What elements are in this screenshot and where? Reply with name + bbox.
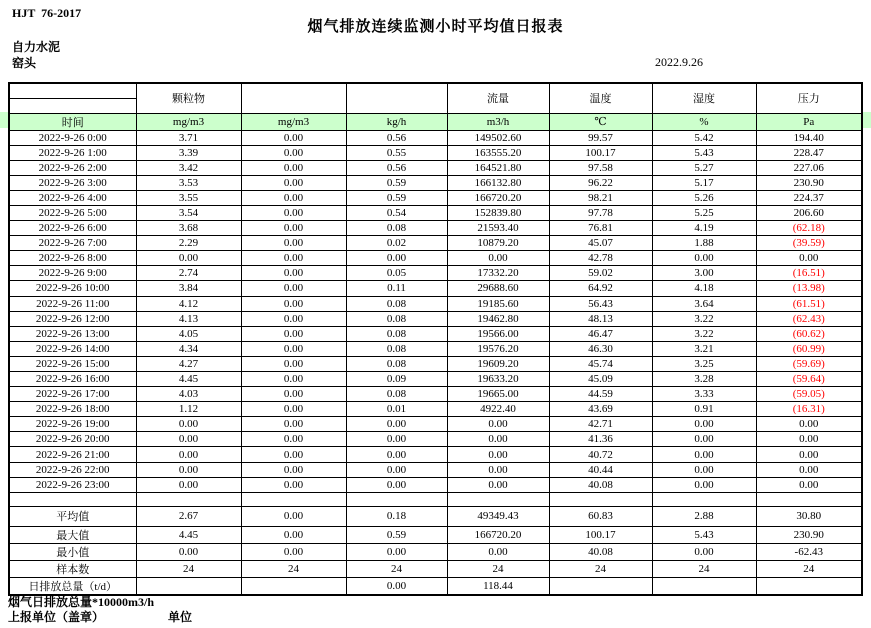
empty-cell — [447, 492, 549, 506]
value-cell: 0.00 — [652, 432, 756, 447]
unit-header-cell: ℃ — [549, 113, 652, 130]
value-cell: (59.69) — [756, 356, 862, 371]
value-cell: 227.06 — [756, 160, 862, 175]
value-cell: 0.00 — [241, 311, 346, 326]
unit-header-cell: mg/m3 — [136, 113, 241, 130]
time-cell: 2022-9-26 8:00 — [9, 251, 136, 266]
empty-cell — [756, 492, 862, 506]
unit-header-cell: mg/m3 — [241, 113, 346, 130]
time-cell: 2022-9-26 3:00 — [9, 175, 136, 190]
value-cell: 0.00 — [241, 462, 346, 477]
summary-row — [9, 506, 862, 526]
value-cell: 3.00 — [652, 266, 756, 281]
value-cell: 228.47 — [756, 145, 862, 160]
value-cell: 4.27 — [136, 356, 241, 371]
value-cell: 0.00 — [241, 543, 346, 560]
summary-label: 样本数 — [9, 560, 136, 577]
value-cell: 0.00 — [447, 432, 549, 447]
report-table-body — [9, 83, 862, 595]
value-cell: 0.00 — [346, 543, 447, 560]
value-cell: 0.00 — [241, 372, 346, 387]
value-cell: 19665.00 — [447, 387, 549, 402]
value-cell: 2.29 — [136, 236, 241, 251]
group-header-cell — [346, 83, 447, 113]
value-cell: 24 — [136, 560, 241, 577]
empty-cell — [241, 492, 346, 506]
value-cell: 5.27 — [652, 160, 756, 175]
value-cell: 0.00 — [241, 175, 346, 190]
value-cell: 0.00 — [241, 205, 346, 220]
value-cell: (61.51) — [756, 296, 862, 311]
time-cell: 2022-9-26 2:00 — [9, 160, 136, 175]
group-header-cell — [9, 98, 136, 113]
value-cell: 42.78 — [549, 251, 652, 266]
value-cell: 3.54 — [136, 205, 241, 220]
report-date: 2022.9.26 — [655, 55, 703, 69]
unit-header-cell: m3/h — [447, 113, 549, 130]
value-cell: 0.59 — [346, 526, 447, 543]
empty-cell — [652, 492, 756, 506]
table-row — [9, 296, 862, 311]
value-cell: 3.55 — [136, 190, 241, 205]
table-row — [9, 281, 862, 296]
unit-header-time: 时间 — [9, 113, 136, 130]
value-cell: 96.22 — [549, 175, 652, 190]
value-cell: -62.43 — [756, 543, 862, 560]
value-cell: 17332.20 — [447, 266, 549, 281]
value-cell: 206.60 — [756, 205, 862, 220]
value-cell: 45.74 — [549, 356, 652, 371]
value-cell: 0.08 — [346, 356, 447, 371]
value-cell: 1.12 — [136, 402, 241, 417]
value-cell: 0.00 — [447, 447, 549, 462]
value-cell: 40.08 — [549, 543, 652, 560]
table-row — [9, 402, 862, 417]
value-cell: 42.71 — [549, 417, 652, 432]
value-cell: 0.91 — [652, 402, 756, 417]
value-cell: 0.00 — [241, 130, 346, 145]
value-cell: 0.00 — [447, 462, 549, 477]
value-cell: 3.39 — [136, 145, 241, 160]
value-cell: 21593.40 — [447, 221, 549, 236]
value-cell: 4922.40 — [447, 402, 549, 417]
value-cell: 0.00 — [136, 447, 241, 462]
value-cell: 230.90 — [756, 175, 862, 190]
time-cell: 2022-9-26 1:00 — [9, 145, 136, 160]
group-header-row — [9, 83, 862, 98]
value-cell: 4.13 — [136, 311, 241, 326]
value-cell: 3.28 — [652, 372, 756, 387]
table-row — [9, 190, 862, 205]
value-cell: 0.11 — [346, 281, 447, 296]
value-cell: 2.88 — [652, 506, 756, 526]
value-cell: 24 — [756, 560, 862, 577]
value-cell: 118.44 — [447, 577, 549, 595]
value-cell: 0.00 — [241, 281, 346, 296]
summary-label: 日排放总量（t/d） — [9, 577, 136, 595]
value-cell: 0.08 — [346, 326, 447, 341]
value-cell: 4.19 — [652, 221, 756, 236]
value-cell: 3.25 — [652, 356, 756, 371]
value-cell: 5.25 — [652, 205, 756, 220]
value-cell: 0.00 — [241, 447, 346, 462]
value-cell: 3.22 — [652, 311, 756, 326]
value-cell: (62.43) — [756, 311, 862, 326]
value-cell: (62.18) — [756, 221, 862, 236]
table-row — [9, 447, 862, 462]
value-cell: 40.44 — [549, 462, 652, 477]
value-cell: 4.45 — [136, 372, 241, 387]
summary-row — [9, 560, 862, 577]
unit-header-row — [9, 113, 862, 130]
group-header-cell-pressure: 压力 — [756, 83, 862, 113]
value-cell: 19566.00 — [447, 326, 549, 341]
value-cell: 98.21 — [549, 190, 652, 205]
report-table — [8, 82, 863, 596]
value-cell: (39.59) — [756, 236, 862, 251]
value-cell: 0.00 — [136, 543, 241, 560]
value-cell: 2.74 — [136, 266, 241, 281]
value-cell: 64.92 — [549, 281, 652, 296]
value-cell: 46.47 — [549, 326, 652, 341]
table-row — [9, 205, 862, 220]
value-cell: 0.00 — [241, 506, 346, 526]
table-row — [9, 266, 862, 281]
value-cell: 4.03 — [136, 387, 241, 402]
group-header-cell — [241, 83, 346, 113]
value-cell: 5.43 — [652, 145, 756, 160]
time-cell: 2022-9-26 19:00 — [9, 417, 136, 432]
value-cell: 59.02 — [549, 266, 652, 281]
value-cell: 99.57 — [549, 130, 652, 145]
value-cell: 0.00 — [756, 447, 862, 462]
table-row — [9, 326, 862, 341]
value-cell: 0.00 — [241, 326, 346, 341]
value-cell: 2.67 — [136, 506, 241, 526]
value-cell: 19462.80 — [447, 311, 549, 326]
standard-code: HJT 76-2017 — [12, 6, 82, 20]
value-cell: 0.08 — [346, 221, 447, 236]
table-row — [9, 356, 862, 371]
value-cell: 0.05 — [346, 266, 447, 281]
value-cell: 0.00 — [346, 477, 447, 492]
empty-row — [9, 492, 862, 506]
table-row — [9, 372, 862, 387]
value-cell: 0.08 — [346, 341, 447, 356]
value-cell: 4.45 — [136, 526, 241, 543]
footer-note: 烟气日排放总量*10000m3/h — [8, 595, 155, 609]
company-name: 自力水泥 — [12, 40, 61, 54]
table-row — [9, 160, 862, 175]
group-header-cell — [9, 83, 136, 98]
value-cell: 0.00 — [756, 432, 862, 447]
value-cell: 24 — [549, 560, 652, 577]
page-title: 烟气排放连续监测小时平均值日报表 — [307, 19, 564, 35]
value-cell: 166720.20 — [447, 526, 549, 543]
group-header-cell-humidity: 湿度 — [652, 83, 756, 113]
value-cell: 45.07 — [549, 236, 652, 251]
value-cell: 3.33 — [652, 387, 756, 402]
value-cell: 0.08 — [346, 387, 447, 402]
value-cell: 149502.60 — [447, 130, 549, 145]
value-cell: (13.98) — [756, 281, 862, 296]
value-cell: 0.54 — [346, 205, 447, 220]
value-cell: 194.40 — [756, 130, 862, 145]
value-cell: 0.00 — [241, 387, 346, 402]
value-cell: 224.37 — [756, 190, 862, 205]
value-cell: 0.59 — [346, 190, 447, 205]
value-cell: 0.00 — [447, 417, 549, 432]
value-cell: 0.00 — [241, 341, 346, 356]
table-row — [9, 175, 862, 190]
time-cell: 2022-9-26 23:00 — [9, 477, 136, 492]
group-header-cell-pm: 颗粒物 — [136, 83, 241, 113]
group-header-cell-temp: 温度 — [549, 83, 652, 113]
time-cell: 2022-9-26 14:00 — [9, 341, 136, 356]
value-cell: 3.42 — [136, 160, 241, 175]
value-cell: 163555.20 — [447, 145, 549, 160]
value-cell: 0.00 — [756, 417, 862, 432]
time-cell: 2022-9-26 22:00 — [9, 462, 136, 477]
value-cell: 0.00 — [346, 462, 447, 477]
value-cell: (59.05) — [756, 387, 862, 402]
value-cell: 0.00 — [241, 402, 346, 417]
value-cell: 97.78 — [549, 205, 652, 220]
value-cell: 0.00 — [241, 432, 346, 447]
value-cell: 40.72 — [549, 447, 652, 462]
value-cell — [756, 577, 862, 595]
time-cell: 2022-9-26 7:00 — [9, 236, 136, 251]
time-cell: 2022-9-26 16:00 — [9, 372, 136, 387]
table-row — [9, 311, 862, 326]
value-cell: 56.43 — [549, 296, 652, 311]
table-row — [9, 387, 862, 402]
time-cell: 2022-9-26 12:00 — [9, 311, 136, 326]
value-cell: 0.00 — [346, 577, 447, 595]
time-cell: 2022-9-26 4:00 — [9, 190, 136, 205]
value-cell: 0.00 — [447, 543, 549, 560]
value-cell: 3.71 — [136, 130, 241, 145]
value-cell: 49349.43 — [447, 506, 549, 526]
summary-label: 平均值 — [9, 506, 136, 526]
value-cell: 0.08 — [346, 311, 447, 326]
value-cell: 4.18 — [652, 281, 756, 296]
monitor-point: 窑头 — [12, 56, 37, 70]
value-cell: 0.00 — [652, 417, 756, 432]
summary-row — [9, 526, 862, 543]
value-cell: 19633.20 — [447, 372, 549, 387]
value-cell: 0.00 — [652, 447, 756, 462]
empty-cell — [136, 492, 241, 506]
time-cell: 2022-9-26 10:00 — [9, 281, 136, 296]
value-cell: 0.00 — [652, 462, 756, 477]
value-cell: 0.00 — [136, 462, 241, 477]
value-cell: 0.00 — [136, 432, 241, 447]
value-cell: 0.01 — [346, 402, 447, 417]
group-header-cell-flow: 流量 — [447, 83, 549, 113]
value-cell: 164521.80 — [447, 160, 549, 175]
value-cell: 0.56 — [346, 130, 447, 145]
value-cell: 0.00 — [241, 356, 346, 371]
time-cell: 2022-9-26 9:00 — [9, 266, 136, 281]
value-cell: 0.00 — [756, 251, 862, 266]
value-cell: 5.26 — [652, 190, 756, 205]
table-row — [9, 130, 862, 145]
value-cell: 48.13 — [549, 311, 652, 326]
summary-row — [9, 543, 862, 560]
value-cell: 0.00 — [241, 417, 346, 432]
value-cell: 100.17 — [549, 145, 652, 160]
value-cell: 0.00 — [756, 477, 862, 492]
value-cell: 0.00 — [241, 251, 346, 266]
value-cell: 0.00 — [346, 417, 447, 432]
time-cell: 2022-9-26 0:00 — [9, 130, 136, 145]
value-cell: (59.64) — [756, 372, 862, 387]
value-cell: 0.00 — [241, 266, 346, 281]
time-cell: 2022-9-26 6:00 — [9, 221, 136, 236]
value-cell: 230.90 — [756, 526, 862, 543]
table-row — [9, 417, 862, 432]
value-cell: 5.42 — [652, 130, 756, 145]
value-cell: 0.00 — [346, 432, 447, 447]
value-cell: 0.00 — [652, 251, 756, 266]
value-cell: 0.00 — [447, 251, 549, 266]
value-cell: 97.58 — [549, 160, 652, 175]
value-cell: 166720.20 — [447, 190, 549, 205]
value-cell: 0.00 — [241, 236, 346, 251]
footer-report-unit-label: 上报单位（盖章） — [8, 610, 105, 624]
value-cell: 60.83 — [549, 506, 652, 526]
value-cell: 100.17 — [549, 526, 652, 543]
value-cell: 0.00 — [756, 462, 862, 477]
table-row — [9, 462, 862, 477]
value-cell: 0.00 — [346, 251, 447, 266]
value-cell: 19576.20 — [447, 341, 549, 356]
value-cell — [241, 577, 346, 595]
value-cell: 0.56 — [346, 160, 447, 175]
value-cell: 0.00 — [241, 477, 346, 492]
empty-cell — [346, 492, 447, 506]
value-cell: 0.00 — [136, 251, 241, 266]
value-cell: 0.00 — [241, 526, 346, 543]
value-cell: 0.08 — [346, 296, 447, 311]
value-cell: 46.30 — [549, 341, 652, 356]
time-cell: 2022-9-26 11:00 — [9, 296, 136, 311]
empty-cell — [549, 492, 652, 506]
value-cell: 0.00 — [652, 543, 756, 560]
value-cell: (60.99) — [756, 341, 862, 356]
table-row — [9, 145, 862, 160]
value-cell — [549, 577, 652, 595]
value-cell — [652, 577, 756, 595]
time-cell: 2022-9-26 21:00 — [9, 447, 136, 462]
table-row — [9, 432, 862, 447]
value-cell: 0.00 — [241, 190, 346, 205]
value-cell: 0.59 — [346, 175, 447, 190]
value-cell: 0.00 — [652, 477, 756, 492]
value-cell: 29688.60 — [447, 281, 549, 296]
value-cell: (60.62) — [756, 326, 862, 341]
value-cell: 4.12 — [136, 296, 241, 311]
empty-cell — [9, 492, 136, 506]
value-cell: 43.69 — [549, 402, 652, 417]
value-cell: 24 — [346, 560, 447, 577]
footer-unit-label: 单位 — [168, 610, 193, 624]
value-cell: 0.00 — [136, 417, 241, 432]
value-cell: (16.31) — [756, 402, 862, 417]
value-cell: 3.21 — [652, 341, 756, 356]
table-row — [9, 477, 862, 492]
value-cell: 3.64 — [652, 296, 756, 311]
value-cell: 19609.20 — [447, 356, 549, 371]
unit-header-cell: % — [652, 113, 756, 130]
value-cell: 0.09 — [346, 372, 447, 387]
summary-label: 最大值 — [9, 526, 136, 543]
value-cell: 0.00 — [241, 296, 346, 311]
value-cell: 166132.80 — [447, 175, 549, 190]
value-cell: 40.08 — [549, 477, 652, 492]
value-cell: (16.51) — [756, 266, 862, 281]
value-cell: 19185.60 — [447, 296, 549, 311]
table-row — [9, 236, 862, 251]
time-cell: 2022-9-26 18:00 — [9, 402, 136, 417]
value-cell: 1.88 — [652, 236, 756, 251]
table-row — [9, 221, 862, 236]
value-cell: 5.43 — [652, 526, 756, 543]
value-cell: 0.00 — [241, 160, 346, 175]
unit-header-cell: Pa — [756, 113, 862, 130]
value-cell: 3.84 — [136, 281, 241, 296]
value-cell: 4.34 — [136, 341, 241, 356]
value-cell: 24 — [241, 560, 346, 577]
value-cell: 24 — [652, 560, 756, 577]
time-cell: 2022-9-26 17:00 — [9, 387, 136, 402]
value-cell: 152839.80 — [447, 205, 549, 220]
value-cell: 24 — [447, 560, 549, 577]
time-cell: 2022-9-26 20:00 — [9, 432, 136, 447]
time-cell: 2022-9-26 15:00 — [9, 356, 136, 371]
value-cell: 0.00 — [346, 447, 447, 462]
value-cell: 4.05 — [136, 326, 241, 341]
value-cell: 76.81 — [549, 221, 652, 236]
time-cell: 2022-9-26 13:00 — [9, 326, 136, 341]
table-row — [9, 341, 862, 356]
value-cell: 0.55 — [346, 145, 447, 160]
value-cell: 0.00 — [241, 145, 346, 160]
value-cell: 45.09 — [549, 372, 652, 387]
value-cell: 10879.20 — [447, 236, 549, 251]
value-cell: 3.53 — [136, 175, 241, 190]
value-cell: 0.00 — [136, 477, 241, 492]
value-cell: 3.68 — [136, 221, 241, 236]
value-cell: 0.02 — [346, 236, 447, 251]
value-cell: 41.36 — [549, 432, 652, 447]
value-cell: 5.17 — [652, 175, 756, 190]
value-cell: 0.00 — [241, 221, 346, 236]
summary-label: 最小值 — [9, 543, 136, 560]
value-cell: 30.80 — [756, 506, 862, 526]
value-cell: 3.22 — [652, 326, 756, 341]
value-cell: 0.18 — [346, 506, 447, 526]
value-cell: 0.00 — [447, 477, 549, 492]
table-row — [9, 251, 862, 266]
unit-header-cell: kg/h — [346, 113, 447, 130]
value-cell: 44.59 — [549, 387, 652, 402]
time-cell: 2022-9-26 5:00 — [9, 205, 136, 220]
